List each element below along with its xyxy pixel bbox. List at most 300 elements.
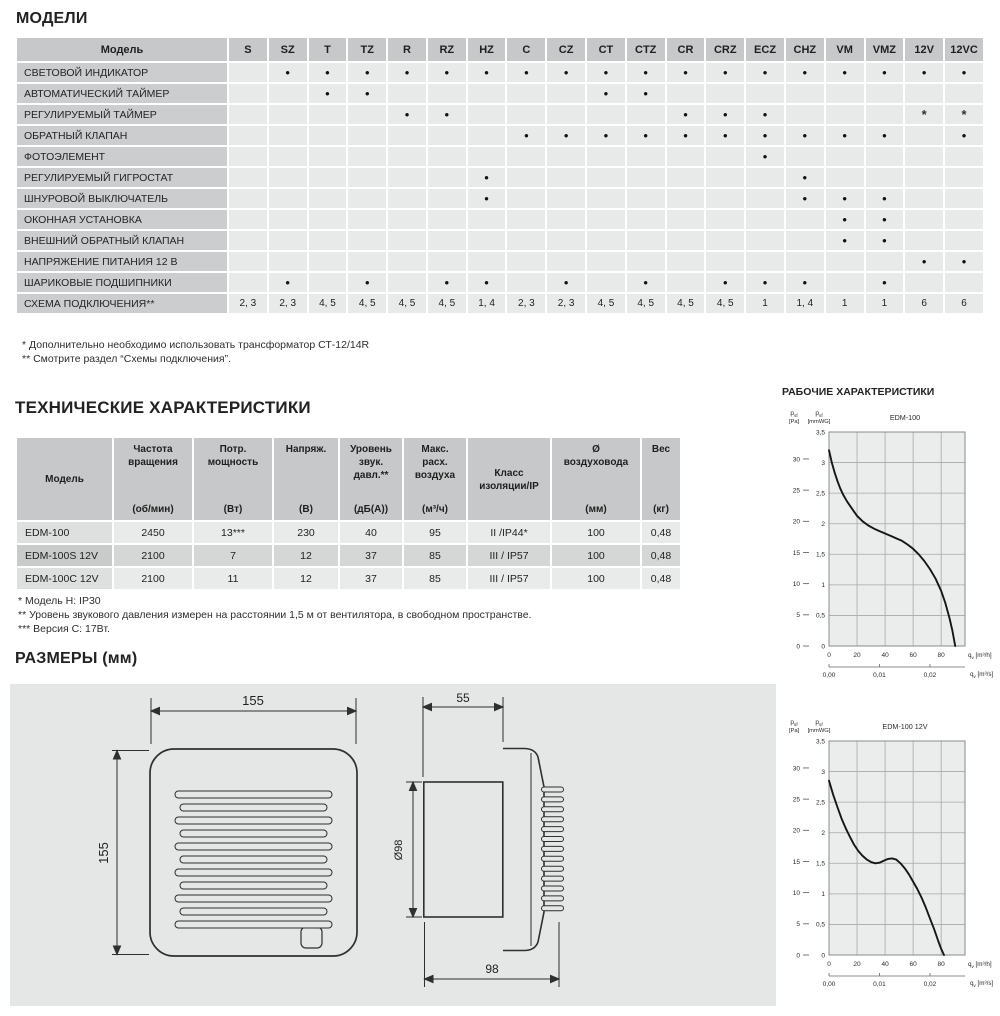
feature-row: [17, 189, 983, 208]
tech-col-header: Потр. мощность (Вт): [194, 438, 272, 520]
svg-text:[mmWG]: [mmWG]: [807, 419, 831, 425]
feature-cell: 4, 5: [428, 294, 466, 313]
feature-cell: 6: [945, 294, 983, 313]
feature-dot-cell: •: [309, 63, 347, 82]
tech-col-header: Вес (кг): [642, 438, 680, 520]
svg-text:EDM-100: EDM-100: [889, 413, 921, 422]
feature-dot-cell: •: [627, 126, 665, 145]
tech-section-title: ТЕХНИЧЕСКИЕ ХАРАКТЕРИСТИКИ: [15, 398, 311, 417]
grille-slats: [175, 791, 332, 928]
tech-spec-row: [17, 545, 680, 566]
svg-text:1,5: 1,5: [815, 551, 825, 559]
feature-label: ФОТОЭЛЕМЕНТ: [17, 147, 227, 166]
feature-cell: [507, 252, 545, 271]
feature-dot-cell: •: [348, 63, 386, 82]
feature-cell: [627, 168, 665, 187]
feature-cell: [348, 231, 386, 250]
tech-spec-value: 13***: [194, 522, 272, 543]
feature-cell: [587, 273, 625, 292]
models-footnote-2: ** Смотрите раздел “Схемы подключения”.: [22, 353, 231, 365]
svg-text:EDM-100 12V: EDM-100 12V: [882, 722, 928, 731]
feature-cell: [945, 231, 983, 250]
tech-spec-value: III / IP57: [468, 545, 550, 566]
feature-cell: [786, 147, 824, 166]
svg-text:2,5: 2,5: [815, 799, 825, 807]
feature-cell: [667, 84, 705, 103]
tech-footnotes: [18, 594, 532, 636]
feature-cell: [746, 168, 784, 187]
models-footnotes: [22, 338, 369, 366]
feature-cell: 2, 3: [507, 294, 545, 313]
feature-dot-cell: •: [786, 189, 824, 208]
feature-cell: [547, 252, 585, 271]
feature-label: РЕГУЛИРУЕМЫЙ ГИГРОСТАТ: [17, 168, 227, 187]
tech-model-name: EDM-100C 12V: [17, 568, 112, 589]
svg-text:0,00: 0,00: [822, 981, 836, 988]
feature-dot-cell: •: [667, 126, 705, 145]
svg-text:15: 15: [792, 549, 800, 557]
tech-model-name: EDM-100S 12V: [17, 545, 112, 566]
feature-dot-cell: •: [587, 84, 625, 103]
models-section-title: МОДЕЛИ: [16, 10, 88, 27]
models-col-header: S: [229, 38, 267, 61]
feature-cell: [229, 105, 267, 124]
feature-cell: [428, 252, 466, 271]
fan-cover-side-view: [503, 749, 544, 951]
feature-cell: [468, 210, 506, 229]
feature-dot-cell: •: [866, 210, 904, 229]
feature-row: [17, 210, 983, 229]
feature-cell: [229, 210, 267, 229]
dim-label-tube-depth: 55: [456, 691, 470, 705]
feature-cell: [547, 84, 585, 103]
feature-cell: 4, 5: [706, 294, 744, 313]
feature-cell: [428, 147, 466, 166]
feature-cell: [706, 168, 744, 187]
feature-cell: [945, 189, 983, 208]
feature-cell: 1: [826, 294, 864, 313]
feature-cell: 4, 5: [309, 294, 347, 313]
svg-text:[mmWG]: [mmWG]: [807, 728, 831, 734]
feature-cell: [309, 147, 347, 166]
feature-cell: [309, 189, 347, 208]
feature-cell: [587, 210, 625, 229]
feature-cell: [507, 147, 545, 166]
feature-cell: [547, 189, 585, 208]
models-feature-table: [15, 36, 985, 315]
feature-cell: [468, 231, 506, 250]
tech-spec-value: 0,48: [642, 545, 680, 566]
feature-cell: [746, 84, 784, 103]
tech-spec-value: 2100: [114, 568, 192, 589]
dim-label-diameter: Ø98: [393, 839, 405, 861]
feature-cell: [388, 252, 426, 271]
svg-text:0,01: 0,01: [873, 672, 886, 679]
svg-text:25: 25: [792, 487, 800, 495]
feature-dot-cell: •: [746, 273, 784, 292]
svg-text:0: 0: [827, 652, 831, 659]
svg-text:20: 20: [853, 961, 861, 968]
feature-cell: [309, 126, 347, 145]
feature-cell: [866, 105, 904, 124]
feature-cell: [309, 105, 347, 124]
feature-dot-cell: •: [786, 63, 824, 82]
feature-cell: [229, 168, 267, 187]
svg-text:qv [m³/s]: $q_v$ [m³/s]: [970, 671, 994, 679]
feature-dot-cell: •: [388, 105, 426, 124]
feature-dot-cell: •: [866, 231, 904, 250]
charts-section-title: РАБОЧИЕ ХАРАКТЕРИСТИКИ: [782, 386, 935, 398]
feature-cell: [587, 168, 625, 187]
svg-text:0,5: 0,5: [815, 612, 825, 620]
feature-cell: [826, 105, 864, 124]
feature-cell: [269, 210, 307, 229]
feature-cell: [547, 168, 585, 187]
feature-cell: [348, 210, 386, 229]
svg-text:1: 1: [821, 891, 825, 899]
feature-cell: [507, 84, 545, 103]
tech-spec-value: 7: [194, 545, 272, 566]
models-col-header: RZ: [428, 38, 466, 61]
feature-row: [17, 273, 983, 292]
feature-dot-cell: •: [706, 126, 744, 145]
tech-spec-row: [17, 568, 680, 589]
feature-dot-cell: •: [547, 63, 585, 82]
feature-cell: [428, 210, 466, 229]
svg-text:psf: $p_{sf}$: [790, 410, 798, 418]
feature-label: ОКОННАЯ УСТАНОВКА: [17, 210, 227, 229]
models-col-header: CZ: [547, 38, 585, 61]
feature-cell: [269, 168, 307, 187]
svg-text:3: 3: [821, 459, 825, 467]
svg-text:15: 15: [792, 858, 800, 866]
feature-cell: 4, 5: [388, 294, 426, 313]
feature-cell: [905, 189, 943, 208]
feature-cell: [627, 147, 665, 166]
feature-cell: [468, 252, 506, 271]
feature-dot-cell: •: [706, 63, 744, 82]
feature-cell: [269, 147, 307, 166]
feature-dot-cell: •: [507, 63, 545, 82]
feature-cell: [627, 252, 665, 271]
feature-cell: [786, 231, 824, 250]
feature-cell: [229, 63, 267, 82]
feature-cell: [627, 210, 665, 229]
models-col-header: ECZ: [746, 38, 784, 61]
feature-dot-cell: •: [905, 63, 943, 82]
svg-text:1: 1: [821, 582, 825, 590]
feature-dot-cell: •: [348, 273, 386, 292]
feature-cell: [507, 273, 545, 292]
feature-dot-cell: •: [627, 63, 665, 82]
tech-spec-value: 100: [552, 568, 640, 589]
feature-cell: [866, 168, 904, 187]
svg-text:2,5: 2,5: [815, 490, 825, 498]
feature-cell: [905, 147, 943, 166]
indicator-window: [301, 927, 322, 948]
feature-cell: [746, 210, 784, 229]
svg-text:20: 20: [792, 827, 800, 835]
feature-cell: [547, 231, 585, 250]
feature-cell: [269, 126, 307, 145]
feature-dot-cell: •: [786, 126, 824, 145]
tech-col-header: Макс. расх. воздуха (м³/ч): [404, 438, 466, 520]
feature-cell: [587, 147, 625, 166]
feature-dot-cell: •: [826, 126, 864, 145]
svg-text:[Pa]: [Pa]: [788, 419, 800, 425]
feature-cell: [627, 231, 665, 250]
feature-dot-cell: •: [826, 189, 864, 208]
tech-col-header: Напряж. (В): [274, 438, 338, 520]
feature-cell: [706, 189, 744, 208]
feature-cell: [348, 105, 386, 124]
tech-spec-value: II /IP44*: [468, 522, 550, 543]
feature-cell: [786, 84, 824, 103]
feature-cell: [945, 147, 983, 166]
feature-dot-cell: •: [746, 147, 784, 166]
feature-cell: [905, 273, 943, 292]
feature-dot-cell: •: [428, 105, 466, 124]
tech-spec-value: III / IP57: [468, 568, 550, 589]
feature-cell: [428, 231, 466, 250]
models-col-header: CT: [587, 38, 625, 61]
feature-cell: [507, 210, 545, 229]
feature-cell: [309, 231, 347, 250]
tech-spec-value: 11: [194, 568, 272, 589]
svg-text:40: 40: [881, 652, 889, 659]
feature-dot-cell: •: [309, 84, 347, 103]
feature-cell: [468, 147, 506, 166]
svg-text:30: 30: [792, 456, 800, 464]
models-col-header: CTZ: [627, 38, 665, 61]
svg-text:psf: $p_{sf}$: [815, 410, 823, 418]
models-col-header: VM: [826, 38, 864, 61]
feature-label: СВЕТОВОЙ ИНДИКАТОР: [17, 63, 227, 82]
feature-cell: [945, 210, 983, 229]
feature-label: СХЕМА ПОДКЛЮЧЕНИЯ**: [17, 294, 227, 313]
feature-cell: [667, 231, 705, 250]
models-col-header: CR: [667, 38, 705, 61]
feature-cell: 1: [746, 294, 784, 313]
feature-dot-cell: •: [826, 210, 864, 229]
feature-dot-cell: •: [428, 273, 466, 292]
feature-cell: [309, 252, 347, 271]
dimension-lines: [112, 697, 559, 987]
feature-cell: 4, 5: [667, 294, 705, 313]
feature-cell: [388, 147, 426, 166]
feature-cell: [826, 168, 864, 187]
feature-dot-cell: •: [348, 84, 386, 103]
feature-dot-cell: •: [468, 189, 506, 208]
feature-cell: [269, 189, 307, 208]
feature-cell: [229, 126, 267, 145]
svg-text:0: 0: [821, 952, 825, 960]
feature-dot-cell: •: [269, 273, 307, 292]
feature-cell: [229, 252, 267, 271]
feature-cell: [627, 105, 665, 124]
dims-section-title: РАЗМЕРЫ (мм): [15, 650, 138, 667]
feature-cell: [786, 210, 824, 229]
feature-dot-cell: •: [627, 273, 665, 292]
feature-cell: [229, 84, 267, 103]
feature-cell: [388, 189, 426, 208]
feature-cell: [388, 84, 426, 103]
fan-tube-side-view: [424, 782, 503, 917]
svg-text:psf: $p_{sf}$: [790, 719, 798, 727]
feature-cell: [507, 189, 545, 208]
feature-dot-cell: •: [945, 126, 983, 145]
feature-dot-cell: •: [786, 168, 824, 187]
svg-text:3,5: 3,5: [815, 429, 825, 437]
feature-cell: [229, 231, 267, 250]
models-col-header: R: [388, 38, 426, 61]
feature-cell: 1: [866, 294, 904, 313]
performance-charts-column: [782, 386, 1000, 1000]
svg-text:3,5: 3,5: [815, 738, 825, 746]
feature-cell: [746, 189, 784, 208]
svg-text:0,02: 0,02: [923, 981, 937, 988]
feature-cell: 6: [905, 294, 943, 313]
feature-cell: [826, 252, 864, 271]
feature-label: АВТОМАТИЧЕСКИЙ ТАЙМЕР: [17, 84, 227, 103]
feature-cell: [468, 84, 506, 103]
svg-text:[Pa]: [Pa]: [788, 728, 800, 734]
tech-spec-value: 0,48: [642, 522, 680, 543]
feature-dot-cell: •: [746, 105, 784, 124]
feature-cell: [905, 126, 943, 145]
feature-cell: [866, 84, 904, 103]
feature-cell: [826, 147, 864, 166]
feature-label: ВНЕШНИЙ ОБРАТНЫЙ КЛАПАН: [17, 231, 227, 250]
feature-dot-cell: •: [547, 126, 585, 145]
feature-label: ОБРАТНЫЙ КЛАПАН: [17, 126, 227, 145]
feature-cell: [587, 189, 625, 208]
feature-cell: [746, 252, 784, 271]
feature-dot-cell: •: [866, 189, 904, 208]
svg-text:0,01: 0,01: [873, 981, 886, 988]
svg-text:0,00: 0,00: [822, 672, 836, 679]
feature-cell: [547, 210, 585, 229]
svg-text:2: 2: [821, 830, 825, 838]
feature-dot-cell: •: [507, 126, 545, 145]
feature-cell: [706, 147, 744, 166]
svg-text:25: 25: [792, 796, 800, 804]
models-col-header: SZ: [269, 38, 307, 61]
feature-cell: [348, 168, 386, 187]
feature-dot-cell: •: [468, 63, 506, 82]
tech-col-header: Модель: [17, 438, 112, 520]
feature-cell: [866, 252, 904, 271]
feature-cell: [667, 147, 705, 166]
feature-dot-cell: •: [269, 63, 307, 82]
svg-text:80: 80: [937, 961, 945, 968]
models-col-header: VMZ: [866, 38, 904, 61]
feature-cell: [269, 84, 307, 103]
feature-row: [17, 84, 983, 103]
models-col-header: 12VC: [945, 38, 983, 61]
models-footnote-1: * Дополнительно необходимо использовать трансформатор СТ-12/14R: [22, 339, 370, 351]
tech-spec-value: 0,48: [642, 568, 680, 589]
feature-label: НАПРЯЖЕНИЕ ПИТАНИЯ 12 В: [17, 252, 227, 271]
svg-text:0: 0: [827, 961, 831, 968]
feature-dot-cell: •: [667, 63, 705, 82]
feature-dot-cell: •: [866, 126, 904, 145]
svg-text:20: 20: [792, 518, 800, 526]
feature-cell: [905, 231, 943, 250]
feature-dot-cell: •: [866, 63, 904, 82]
feature-cell: [468, 126, 506, 145]
feature-dot-cell: •: [826, 231, 864, 250]
tech-spec-value: 100: [552, 545, 640, 566]
feature-cell: [428, 189, 466, 208]
feature-label: ШНУРОВОЙ ВЫКЛЮЧАТЕЛЬ: [17, 189, 227, 208]
feature-cell: [348, 126, 386, 145]
feature-label: ШАРИКОВЫЕ ПОДШИПНИКИ: [17, 273, 227, 292]
models-col-header: CHZ: [786, 38, 824, 61]
feature-cell: [706, 252, 744, 271]
svg-text:40: 40: [881, 961, 889, 968]
tech-model-name: EDM-100: [17, 522, 112, 543]
feature-row: [17, 63, 983, 82]
feature-cell: [667, 168, 705, 187]
tech-col-header: Класс изоляции/IP: [468, 438, 550, 520]
feature-dot-cell: •: [826, 63, 864, 82]
tech-col-header: Уровень звук. давл.** (дБ(А)): [340, 438, 402, 520]
dimensions-panel: [10, 684, 776, 1006]
feature-cell: [706, 84, 744, 103]
feature-cell: [945, 84, 983, 103]
models-col-header: HZ: [468, 38, 506, 61]
feature-dot-cell: •: [866, 273, 904, 292]
feature-cell: [547, 105, 585, 124]
tech-spec-value: 2100: [114, 545, 192, 566]
feature-cell: [309, 273, 347, 292]
feature-dot-cell: •: [706, 105, 744, 124]
models-col-header-model: Модель: [17, 38, 227, 61]
tech-col-header: Ø воздуховода (мм): [552, 438, 640, 520]
models-col-header: TZ: [348, 38, 386, 61]
svg-text:qv [m³/h]: $q_v$ [m³/h]: [968, 652, 992, 660]
svg-text:0: 0: [821, 643, 825, 651]
feature-cell: [348, 147, 386, 166]
feature-dot-cell: •: [428, 63, 466, 82]
feature-cell: [229, 273, 267, 292]
feature-cell: [826, 273, 864, 292]
dimension-drawing: [10, 684, 776, 1006]
feature-dot-cell: •: [746, 126, 784, 145]
svg-text:0,02: 0,02: [923, 672, 937, 679]
tech-spec-value: 37: [340, 545, 402, 566]
dim-label-width: 155: [242, 693, 264, 708]
feature-cell: [945, 168, 983, 187]
feature-cell: [667, 252, 705, 271]
feature-cell: [905, 168, 943, 187]
svg-text:5: 5: [796, 921, 800, 929]
feature-cell: [348, 252, 386, 271]
feature-cell: 2, 3: [269, 294, 307, 313]
feature-cell: [309, 168, 347, 187]
feature-dot-cell: •: [706, 273, 744, 292]
svg-text:10: 10: [792, 580, 800, 588]
feature-dot-cell: •: [587, 63, 625, 82]
feature-cell: [388, 210, 426, 229]
tech-spec-value: 85: [404, 568, 466, 589]
feature-label: РЕГУЛИРУЕМЫЙ ТАЙМЕР: [17, 105, 227, 124]
feature-cell: [507, 168, 545, 187]
feature-row: [17, 147, 983, 166]
svg-text:qv [m³/h]: $q_v$ [m³/h]: [968, 961, 992, 969]
feature-asterisk-cell: *: [945, 105, 983, 124]
